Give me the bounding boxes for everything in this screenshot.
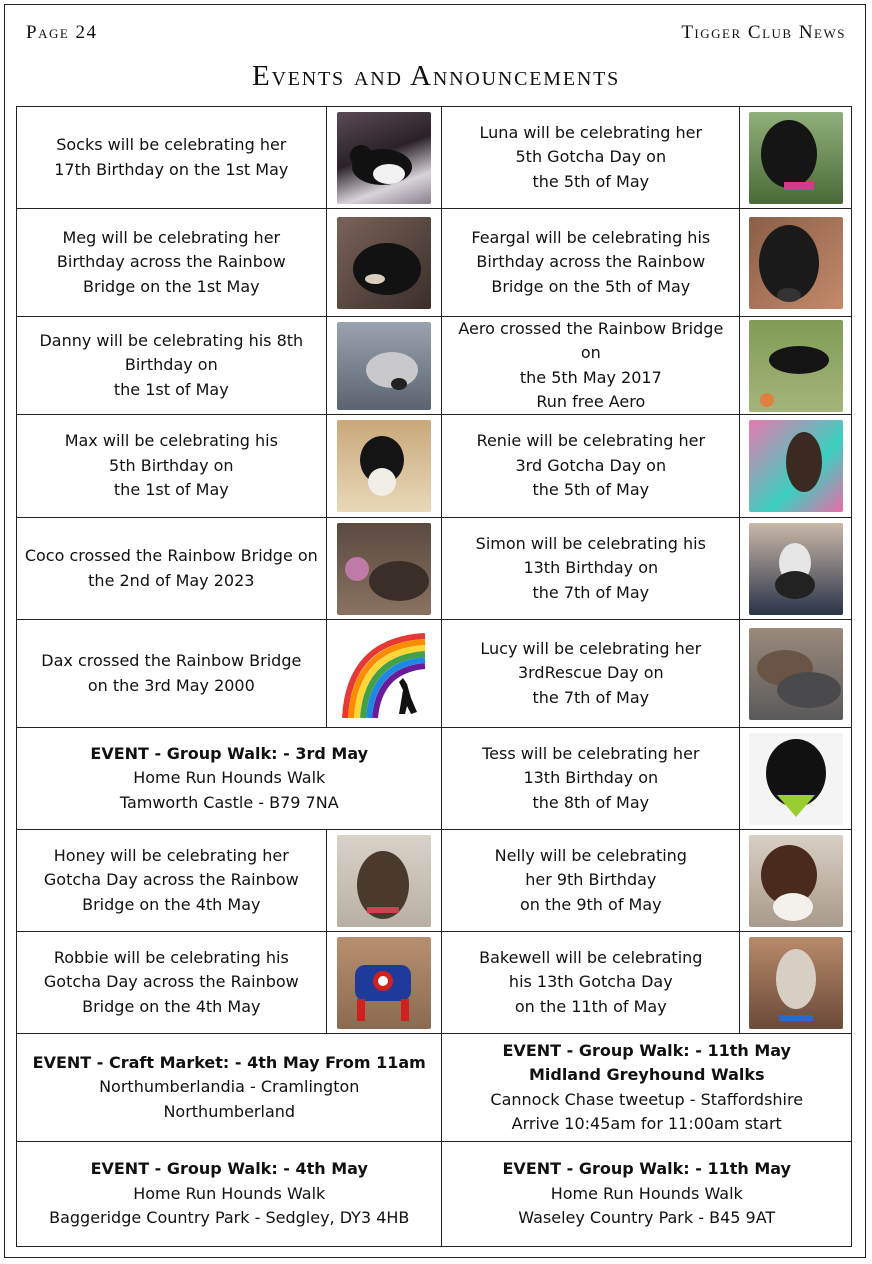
event-heading: EVENT - Group Walk: - 4th May [90,1159,368,1179]
spaniel-photo [749,733,843,825]
event-heading: EVENT - Group Walk: - 11th May [502,1159,791,1179]
announcement-text: Honey will be celebrating her Gotcha Day across the Rainbow Bridge on the 4th May [17,830,327,931]
table-row [16,727,852,829]
announcement-photo-cell [740,107,852,208]
event-details: Home Run Hounds Walk Tamworth Castle - B79 7NA [119,768,339,812]
event-cell [442,1142,852,1246]
greyhound-photo [337,835,431,927]
announcement-photo-cell [327,209,443,316]
table-row [16,1033,852,1141]
announcement-text: Lucy will be celebrating her 3rdRescue Day on the 7th of May [442,620,740,727]
announcement-photo-cell [327,932,443,1033]
greyhound-photo [337,217,431,309]
announcements-table [16,106,852,1247]
announcement-text: Feargal will be celebrating his Birthday across the Rainbow Bridge on the 5th of May [442,209,740,316]
announcement-text: Luna will be celebrating her 5th Gotcha Day on the 5th of May [442,107,740,208]
announcement-text: Nelly will be celebrating her 9th Birthday on the 9th of May [442,830,740,931]
announcement-text: Bakewell will be celebrating his 13th Gotcha Day on the 11th of May [442,932,740,1033]
announcement-text: Tess will be celebrating her 13th Birthday on the 8th of May [442,728,740,829]
announcement-photo-cell [327,620,443,727]
event-heading: EVENT - Craft Market: - 4th May From 11am [32,1052,426,1072]
table-row [16,517,852,619]
event-details: Cannock Chase tweetup - Staffordshire Arrive 10:45am for 11:00am start [490,1089,804,1133]
announcement-text: Coco crossed the Rainbow Bridge on the 2nd of May 2023 [17,518,327,619]
greyhound-photo [337,322,431,410]
announcement-text: Meg will be celebrating her Birthday across the Rainbow Bridge on the 1st May [17,209,327,316]
greyhound-costume-photo [337,937,431,1029]
event-cell [17,728,442,829]
spaniel-photo [749,835,843,927]
table-row [16,414,852,517]
page-title: Events and Announcements [251,60,621,92]
announcement-photo-cell [740,415,852,517]
event-details: Home Run Hounds Walk Waseley Country Park - B45 9AT [518,1183,776,1228]
table-row [16,931,852,1033]
table-row [16,316,852,414]
page-number: Page 24 [26,22,98,43]
announcement-text: Simon will be celebrating his 13th Birthday on the 7th of May [442,518,740,619]
announcement-photo-cell [327,830,443,931]
event-cell [17,1142,442,1246]
announcement-text: Dax crossed the Rainbow Bridge on the 3rd May 2000 [17,620,327,727]
event-details: Northumberlandia - Cramlington Northumberland [99,1077,360,1121]
event-heading: EVENT - Group Walk: - 3rd May [90,743,369,763]
table-row [16,208,852,316]
announcement-photo-cell [740,728,852,829]
greyhound-photo [749,320,843,412]
table-row [16,829,852,931]
event-details: Home Run Hounds Walk Baggeridge Country Park - Sedgley, DY3 4HB [49,1183,410,1228]
announcement-photo-cell [740,932,852,1033]
greyhound-photo [749,217,843,309]
announcement-photo-cell [327,518,443,619]
greyhound-photo [749,523,843,615]
table-row [16,1141,852,1247]
announcement-photo-cell [327,415,443,517]
announcement-photo-cell [740,209,852,316]
event-heading: EVENT - Group Walk: - 11th May Midland Greyhound Walks [502,1040,791,1084]
announcement-text: Renie will be celebrating her 3rd Gotcha Day on the 5th of May [442,415,740,517]
greyhound-photo [749,420,843,512]
announcement-photo-cell [740,518,852,619]
announcement-text: Robbie will be celebrating his Gotcha Day across the Rainbow Bridge on the 4th May [17,932,327,1033]
table-row [16,106,852,208]
announcement-text: Aero crossed the Rainbow Bridge on the 5th May 2017 Run free Aero [442,317,740,414]
announcement-photo-cell [327,317,443,414]
whippet-photo [749,937,843,1029]
greyhound-photo [337,523,431,615]
cat-photo [337,112,431,204]
announcement-photo-cell [740,830,852,931]
event-cell [17,1034,442,1141]
announcement-text: Socks will be celebrating her 17th Birthday on the 1st May [17,107,327,208]
greyhound-photo [749,112,843,204]
table-row [16,619,852,727]
dog-photo [337,420,431,512]
announcement-photo-cell [327,107,443,208]
announcement-text: Danny will be celebrating his 8th Birthday on the 1st of May [17,317,327,414]
rainbow-wolf-icon [337,628,431,720]
dog-photo [749,628,843,720]
announcement-text: Max will be celebrating his 5th Birthday on the 1st of May [17,415,327,517]
event-cell [442,1034,852,1141]
announcement-photo-cell [740,317,852,414]
newsletter-name: Tigger Club News [681,22,846,43]
announcement-photo-cell [740,620,852,727]
